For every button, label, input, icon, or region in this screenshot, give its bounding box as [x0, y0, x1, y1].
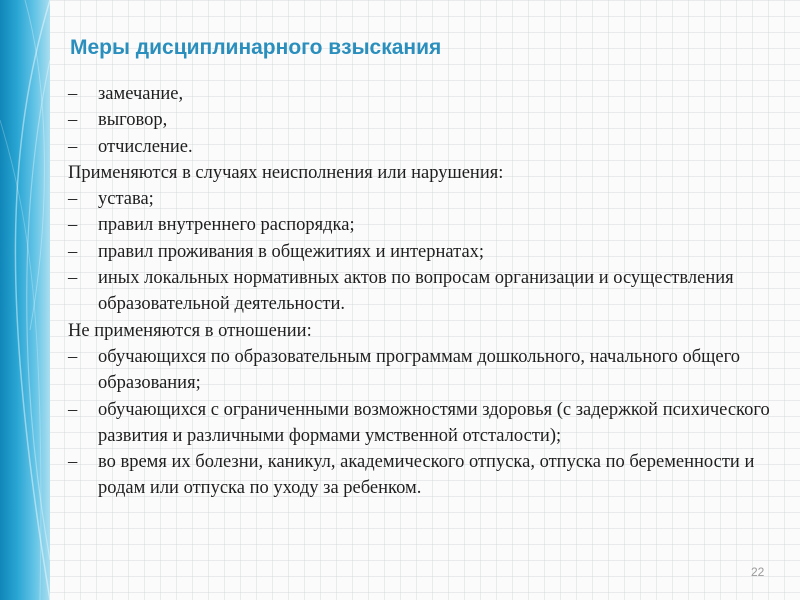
- applied-item-text: иных локальных нормативных актов по вопросам организации и осуществления образовательной деятельности.: [98, 268, 734, 315]
- applied-item-text: устава;: [98, 189, 154, 210]
- list-marker: –: [68, 452, 78, 473]
- not-applied-item-text: во время их болезни, каникул, академического отпуска, отпуска по беременности и родам или отпуска по уходу за ребенком.: [98, 452, 755, 499]
- applied-item-text: правил внутреннего распорядка;: [98, 215, 355, 236]
- list-marker: –: [68, 268, 78, 289]
- list-item: [68, 397, 788, 450]
- not-applied-item-text: обучающихся с ограниченными возможностями здоровья (с задержкой психического развития и различными формами умственной отсталости);: [98, 399, 770, 446]
- list-item: [68, 344, 788, 397]
- list-item: [68, 134, 788, 160]
- list-marker: –: [68, 215, 78, 236]
- list-item: [68, 186, 788, 212]
- list-marker: –: [68, 136, 78, 157]
- measure-text: отчисление.: [98, 136, 193, 157]
- list-marker: –: [68, 84, 78, 104]
- list-marker: –: [68, 399, 78, 420]
- decorative-curves: [0, 0, 50, 600]
- measure-text: замечание,: [98, 84, 184, 104]
- list-item: [68, 212, 788, 238]
- not-applied-item-text: обучающихся по образовательным программам дошкольного, начального общего образования;: [98, 346, 741, 394]
- list-item: [68, 265, 788, 318]
- not-applied-heading: Не применяются в отношении:: [68, 320, 312, 341]
- list-item: [68, 107, 788, 133]
- measure-text: выговор,: [98, 110, 168, 131]
- decorative-sidebar: [0, 0, 50, 600]
- applied-heading: Применяются в случаях неисполнения или нарушения:: [68, 162, 504, 183]
- slide-content: [68, 81, 788, 502]
- list-marker: –: [68, 189, 78, 210]
- list-item: [68, 81, 788, 107]
- slide-title: Меры дисциплинарного взыскания: [70, 36, 442, 59]
- list-item: [68, 239, 788, 265]
- list-marker: –: [68, 241, 78, 262]
- page-number: 22: [751, 565, 765, 579]
- list-item: [68, 449, 788, 502]
- list-marker: –: [68, 110, 78, 131]
- applied-item-text: правил проживания в общежитиях и интернатах;: [98, 241, 485, 262]
- list-marker: –: [68, 346, 78, 367]
